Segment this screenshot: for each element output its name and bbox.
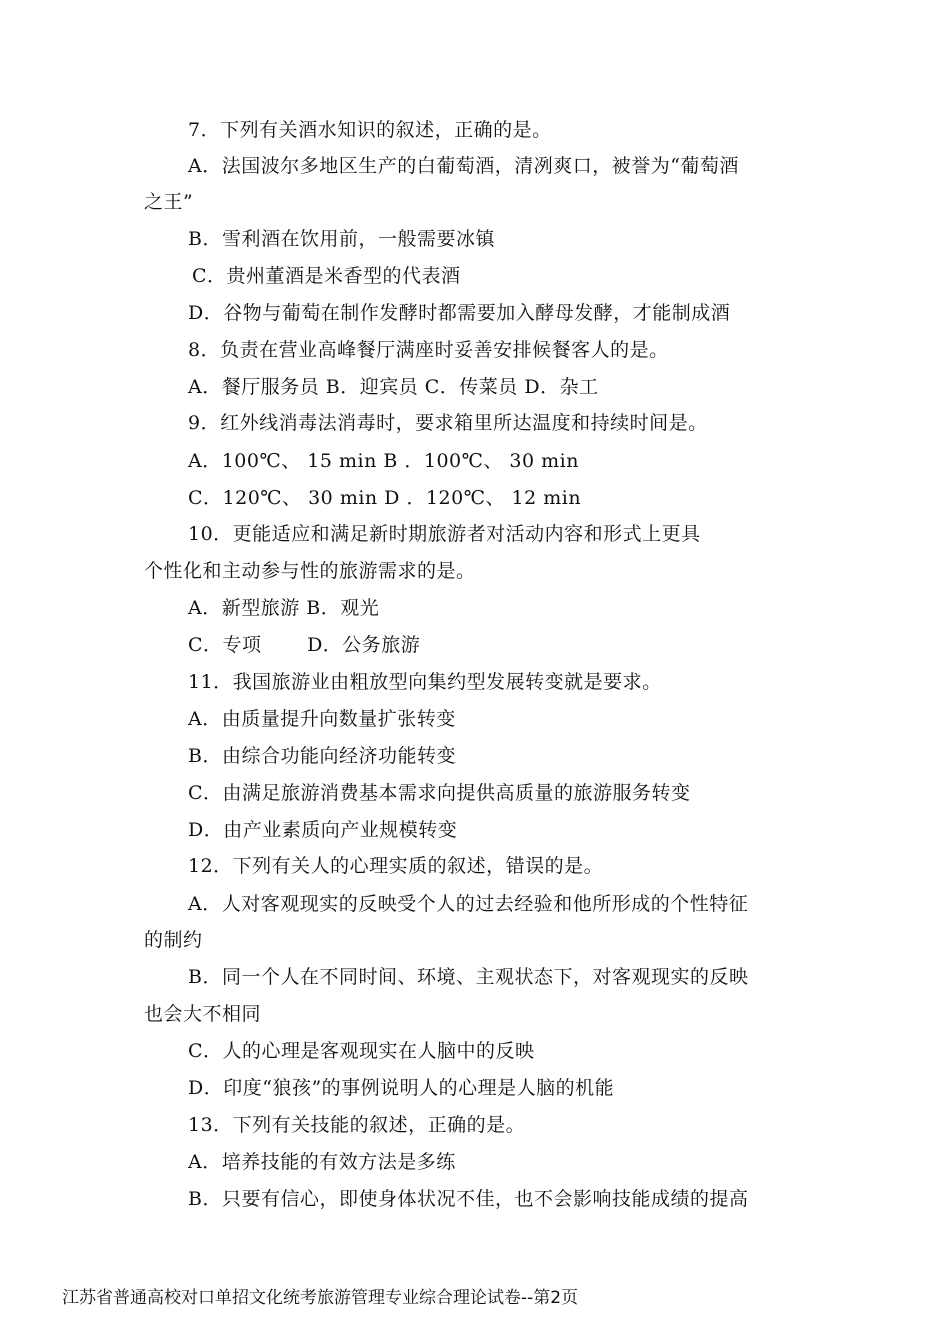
q12-stem: 12．下列有关人的心理实质的叙述，错误的是。 [188,855,604,877]
q11-stem: 11．我国旅游业由粗放型向集约型发展转变就是要求。 [188,671,662,693]
q7-option-d: D．谷物与葡萄在制作发酵时都需要加入酵母发酵，才能制成酒 [188,302,731,324]
q8-options: A．餐厅服务员 B．迎宾员 C．传菜员 D．杂工 [188,376,599,398]
q12-option-a-line2: 的制约 [144,929,203,951]
q7-option-c: C．贵州董酒是米香型的代表酒 [192,265,461,287]
q13-stem: 13．下列有关技能的叙述，正确的是。 [188,1114,526,1136]
q10-stem-line2: 个性化和主动参与性的旅游需求的是。 [144,560,476,582]
q11-option-d: D．由产业素质向产业规模转变 [188,819,458,841]
q10-options-cd: C．专项 D．公务旅游 [188,634,421,656]
q12-option-a-line1: A．人对客观现实的反映受个人的过去经验和他所形成的个性特征 [188,893,749,915]
q11-option-a: A．由质量提升向数量扩张转变 [188,708,456,730]
q7-stem: 7．下列有关酒水知识的叙述，正确的是。 [188,119,552,141]
q12-option-b-line1: B．同一个人在不同时间、环境、主观状态下，对客观现实的反映 [188,966,749,988]
q9-options-cd: C．120℃、 30 min D ．120℃、 12 min [188,487,582,509]
q7-option-a-line2: 之王” [144,191,194,213]
q7-option-a-line1: A．法国波尔多地区生产的白葡萄酒，清冽爽口，被誉为“葡萄酒 [188,155,739,177]
q9-stem: 9．红外线消毒法消毒时，要求箱里所达温度和持续时间是。 [188,412,708,434]
page-footer: 江苏省普通高校对口单招文化统考旅游管理专业综合理论试卷--第2页 [62,1288,579,1308]
q10-stem-line1: 10．更能适应和满足新时期旅游者对活动内容和形式上更具 [188,523,701,545]
q10-options-ab: A．新型旅游 B．观光 [188,597,380,619]
q12-option-d: D．印度“狼孩”的事例说明人的心理是人脑的机能 [188,1077,615,1099]
q11-option-b: B．由综合功能向经济功能转变 [188,745,456,767]
q13-option-b: B．只要有信心，即使身体状况不佳，也不会影响技能成绩的提高 [188,1188,749,1210]
q11-option-c: C．由满足旅游消费基本需求向提供高质量的旅游服务转变 [188,782,691,804]
q7-option-b: B．雪利酒在饮用前，一般需要冰镇 [188,228,495,250]
q13-option-a: A．培养技能的有效方法是多练 [188,1151,456,1173]
q8-stem: 8．负责在营业高峰餐厅满座时妥善安排候餐客人的是。 [188,339,669,361]
q12-option-c: C．人的心理是客观现实在人脑中的反映 [188,1040,535,1062]
q9-options-ab: A．100℃、 15 min B ．100℃、 30 min [188,450,579,472]
q12-option-b-line2: 也会大不相同 [144,1003,262,1025]
